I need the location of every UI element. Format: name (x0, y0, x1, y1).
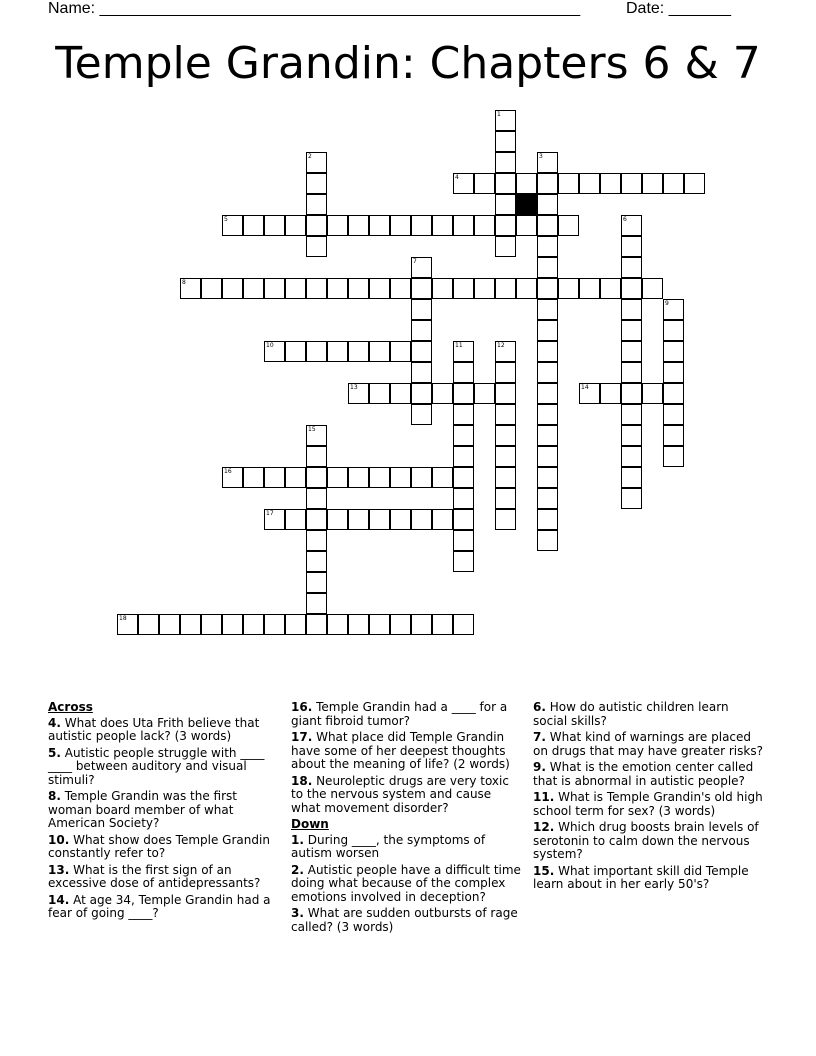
clue-text (533, 731, 765, 758)
grid-cell[interactable] (537, 425, 558, 446)
grid-cell[interactable] (411, 614, 432, 635)
page-title: Temple Grandin: Chapters 6 & 7 (55, 38, 761, 89)
grid-cell[interactable] (453, 425, 474, 446)
grid-cell[interactable] (432, 467, 453, 488)
clue-number-label: 1. (291, 832, 304, 847)
grid-cell[interactable] (453, 467, 474, 488)
grid-cell[interactable] (495, 383, 516, 404)
grid-cell[interactable] (306, 593, 327, 614)
grid-cell[interactable] (621, 446, 642, 467)
clue-text (533, 821, 765, 862)
grid-cell[interactable] (684, 173, 705, 194)
clue-question: What does Uta Frith believe that autistic people lack? (3 words) (48, 715, 260, 743)
clue-number-label: 9. (533, 760, 546, 774)
grid-cell[interactable] (306, 614, 327, 635)
clue-column-1 (48, 701, 278, 924)
grid-cell[interactable] (537, 299, 558, 320)
clue-number-label: 10. (48, 832, 70, 847)
grid-cell[interactable] (495, 488, 516, 509)
clue-number: 16 (224, 468, 232, 475)
grid-cell[interactable] (663, 362, 684, 383)
grid-cell[interactable] (453, 173, 474, 194)
grid-cell[interactable] (138, 614, 159, 635)
grid-cell[interactable] (180, 278, 201, 299)
grid-cell[interactable] (621, 215, 642, 236)
clue-column-2 (291, 701, 523, 937)
clue-number: 8 (182, 279, 186, 286)
grid-cell[interactable] (369, 467, 390, 488)
grid-cell[interactable] (369, 509, 390, 530)
grid-cell[interactable] (663, 341, 684, 362)
grid-cell[interactable] (579, 173, 600, 194)
grid-cell[interactable] (369, 383, 390, 404)
clue-number-label: 2. (291, 862, 304, 877)
grid-cell[interactable] (495, 131, 516, 152)
grid-cell[interactable] (453, 383, 474, 404)
grid-cell[interactable] (663, 299, 684, 320)
grid-cell[interactable] (537, 404, 558, 425)
grid-cell[interactable] (348, 278, 369, 299)
grid-cell[interactable] (264, 509, 285, 530)
grid-cell[interactable] (453, 278, 474, 299)
grid-cell[interactable] (243, 467, 264, 488)
grid-cell[interactable] (663, 173, 684, 194)
grid-cell[interactable] (390, 509, 411, 530)
clue-question: Autistic people have a difficult time doing what because of the complex emotions involved in deception? (291, 862, 521, 904)
grid-cell[interactable] (285, 215, 306, 236)
grid-cell[interactable] (411, 299, 432, 320)
grid-cell[interactable] (348, 467, 369, 488)
grid-cell[interactable] (390, 614, 411, 635)
grid-cell[interactable] (495, 173, 516, 194)
clue-number: 12 (497, 342, 505, 349)
grid-cell[interactable] (537, 194, 558, 215)
clue-number: 3 (539, 153, 543, 160)
clue-question: What kind of warnings are placed on drugs that may have greater risks? (533, 730, 763, 758)
grid-cell[interactable] (432, 509, 453, 530)
clue-question: Autistic people struggle with ____ ____ between auditory and visual stimuli? (48, 745, 265, 787)
grid-cell[interactable] (243, 278, 264, 299)
grid-cell[interactable] (222, 278, 243, 299)
grid-cell[interactable] (411, 278, 432, 299)
grid-cell[interactable] (327, 509, 348, 530)
clue-number-label: 5. (48, 745, 61, 760)
clue-column-3 (533, 701, 765, 895)
grid-cell[interactable] (537, 236, 558, 257)
grid-cell[interactable] (306, 572, 327, 593)
grid-cell[interactable] (516, 215, 537, 236)
grid-cell[interactable] (411, 404, 432, 425)
grid-cell[interactable] (537, 446, 558, 467)
grid-cell[interactable] (348, 341, 369, 362)
clue-number: 9 (665, 300, 669, 307)
grid-cell[interactable] (348, 509, 369, 530)
grid-cell[interactable] (222, 614, 243, 635)
grid-cell[interactable] (537, 215, 558, 236)
clue-text (291, 907, 523, 934)
clue-question: What is Temple Grandin's old high school term for sex? (3 words) (533, 790, 763, 818)
clue-text (291, 775, 523, 816)
grid-cell[interactable] (495, 425, 516, 446)
grid-cell[interactable] (432, 614, 453, 635)
grid-cell[interactable] (453, 530, 474, 551)
grid-cell[interactable] (495, 215, 516, 236)
grid-cell[interactable] (369, 278, 390, 299)
grid-cell[interactable] (453, 446, 474, 467)
clue-text (291, 864, 523, 905)
grid-cell[interactable] (453, 215, 474, 236)
grid-cell[interactable] (369, 614, 390, 635)
grid-cell[interactable] (264, 341, 285, 362)
grid-cell[interactable] (642, 173, 663, 194)
clue-number: 1 (497, 111, 501, 118)
grid-cell[interactable] (369, 341, 390, 362)
grid-cell[interactable] (621, 278, 642, 299)
grid-cell[interactable] (327, 215, 348, 236)
grid-cell[interactable] (306, 488, 327, 509)
grid-cell[interactable] (495, 194, 516, 215)
clue-number-label: 11. (533, 790, 555, 804)
clue-question: What show does Temple Grandin constantly refer to? (48, 832, 270, 860)
grid-cell[interactable] (243, 215, 264, 236)
grid-cell[interactable] (264, 614, 285, 635)
grid-cell[interactable] (411, 467, 432, 488)
grid-cell[interactable] (621, 425, 642, 446)
grid-cell[interactable] (621, 173, 642, 194)
grid-cell[interactable] (306, 278, 327, 299)
clue-question: What is the emotion center called that is abnormal in autistic people? (533, 760, 754, 788)
grid-cell[interactable] (348, 215, 369, 236)
clue-text (48, 747, 278, 788)
grid-cell[interactable] (348, 383, 369, 404)
grid-cell[interactable] (306, 446, 327, 467)
clue-number: 13 (350, 384, 358, 391)
grid-cell[interactable] (306, 530, 327, 551)
clue-number-label: 13. (48, 862, 70, 877)
grid-cell[interactable] (159, 614, 180, 635)
grid-cell[interactable] (621, 236, 642, 257)
grid-cell[interactable] (432, 278, 453, 299)
grid-cell[interactable] (663, 383, 684, 404)
grid-cell[interactable] (621, 362, 642, 383)
grid-cell[interactable] (621, 488, 642, 509)
grid-cell[interactable] (453, 509, 474, 530)
grid-cell[interactable] (600, 383, 621, 404)
grid-cell[interactable] (201, 278, 222, 299)
grid-cell[interactable] (621, 383, 642, 404)
clue-text (291, 834, 523, 861)
grid-cell[interactable] (327, 614, 348, 635)
grid-cell[interactable] (474, 278, 495, 299)
grid-cell[interactable] (537, 152, 558, 173)
clue-text (533, 701, 765, 728)
grid-cell[interactable] (285, 614, 306, 635)
clue-question: Which drug boosts brain levels of serotonin to calm down the nervous system? (533, 820, 759, 861)
clue-number-label: 15. (533, 863, 555, 878)
clue-text (533, 761, 765, 788)
grid-cell[interactable] (621, 320, 642, 341)
grid-cell[interactable] (537, 509, 558, 530)
grid-cell[interactable] (432, 383, 453, 404)
grid-cell[interactable] (663, 425, 684, 446)
grid-cell[interactable] (537, 530, 558, 551)
grid-cell[interactable] (579, 278, 600, 299)
grid-cell[interactable] (537, 173, 558, 194)
clue-number-label: 7. (533, 730, 546, 744)
grid-cell[interactable] (495, 236, 516, 257)
grid-cell[interactable] (411, 257, 432, 278)
grid-cell[interactable] (495, 110, 516, 131)
grid-cell[interactable] (495, 152, 516, 173)
clue-number-label: 3. (291, 906, 304, 920)
grid-cell[interactable] (327, 278, 348, 299)
clue-number-label: 12. (533, 820, 555, 834)
grid-cell[interactable] (579, 383, 600, 404)
clue-number: 5 (224, 216, 228, 223)
grid-cell[interactable] (390, 467, 411, 488)
clue-number-label: 18. (291, 773, 313, 788)
grid-cell[interactable] (600, 278, 621, 299)
clue-text (48, 864, 278, 891)
grid-cell[interactable] (201, 614, 222, 635)
clue-number: 7 (413, 258, 417, 265)
grid-cell[interactable] (495, 446, 516, 467)
grid-cell[interactable] (264, 215, 285, 236)
grid-cell[interactable] (348, 614, 369, 635)
header (48, 0, 748, 20)
grid-cell[interactable] (453, 341, 474, 362)
grid-cell[interactable] (558, 278, 579, 299)
clue-number-label: 14. (48, 892, 70, 907)
grid-cell[interactable] (495, 341, 516, 362)
down-heading: Down (291, 817, 329, 831)
clue-text (48, 717, 278, 744)
clue-number: 2 (308, 153, 312, 160)
clue-text (291, 731, 523, 772)
clue-number: 4 (455, 174, 459, 181)
grid-cell[interactable] (411, 362, 432, 383)
grid-cell[interactable] (621, 467, 642, 488)
name-field-label[interactable]: Name: ______________________________________________________ (48, 0, 581, 17)
clue-number: 14 (581, 384, 589, 391)
clue-question: What is the first sign of an excessive dose of antidepressants? (48, 862, 261, 890)
grid-cell[interactable] (600, 173, 621, 194)
grid-cell[interactable] (558, 173, 579, 194)
grid-cell[interactable] (642, 278, 663, 299)
grid-cell[interactable] (306, 152, 327, 173)
grid-cell[interactable] (537, 278, 558, 299)
grid-cell[interactable] (537, 467, 558, 488)
grid-cell[interactable] (306, 236, 327, 257)
grid-cell[interactable] (495, 509, 516, 530)
grid-cell[interactable] (411, 341, 432, 362)
grid-cell[interactable] (411, 383, 432, 404)
clue-number-label: 4. (48, 715, 61, 730)
across-heading: Across (48, 700, 93, 714)
clue-question: Neuroleptic drugs are very toxic to the nervous system and cause what movement disorder? (291, 773, 509, 815)
clue-question: Temple Grandin had a ____ for a giant fibroid tumor? (291, 700, 508, 728)
grid-cell[interactable] (306, 551, 327, 572)
grid-cell[interactable] (621, 341, 642, 362)
clue-text (291, 701, 523, 728)
clue-text (48, 894, 278, 921)
grid-cell[interactable] (411, 320, 432, 341)
grid-cell[interactable] (306, 509, 327, 530)
grid-cell[interactable] (537, 488, 558, 509)
grid-cell[interactable] (621, 257, 642, 278)
grid-cell[interactable] (453, 362, 474, 383)
clue-number-label: 6. (533, 700, 546, 714)
grid-cell[interactable] (453, 488, 474, 509)
clue-question: What place did Temple Grandin have some of her deepest thoughts about the meaning of life? (2 words) (291, 730, 510, 771)
grid-cell[interactable] (327, 341, 348, 362)
grid-cell[interactable] (474, 215, 495, 236)
grid-cell[interactable] (264, 467, 285, 488)
grid-cell[interactable] (558, 215, 579, 236)
grid-cell[interactable] (537, 320, 558, 341)
grid-cell[interactable] (642, 383, 663, 404)
grid-cell[interactable] (516, 278, 537, 299)
clue-text (533, 865, 765, 892)
grid-cell[interactable] (390, 383, 411, 404)
clue-number-label: 17. (291, 730, 313, 744)
grid-cell[interactable] (474, 383, 495, 404)
grid-cell[interactable] (663, 446, 684, 467)
grid-cell[interactable] (516, 173, 537, 194)
grid-cell[interactable] (663, 404, 684, 425)
clue-number: 11 (455, 342, 463, 349)
grid-cell[interactable] (306, 467, 327, 488)
grid-cell[interactable] (390, 341, 411, 362)
grid-cell[interactable] (222, 467, 243, 488)
clue-question: During ____, the symptoms of autism worsen (291, 832, 486, 860)
grid-cell[interactable] (285, 509, 306, 530)
clue-text (48, 790, 278, 831)
grid-cell[interactable] (180, 614, 201, 635)
grid-cell[interactable] (621, 404, 642, 425)
clue-number: 15 (308, 426, 316, 433)
clue-question: At age 34, Temple Grandin had a fear of going ____? (48, 892, 271, 920)
grid-cell[interactable] (453, 551, 474, 572)
grid-cell[interactable] (537, 257, 558, 278)
grid-cell[interactable] (117, 614, 138, 635)
grid-cell[interactable] (306, 341, 327, 362)
grid-cell[interactable] (222, 215, 243, 236)
grid-cell[interactable] (495, 467, 516, 488)
grid-cell[interactable] (264, 278, 285, 299)
grid-cell[interactable] (306, 425, 327, 446)
grid-cell[interactable] (537, 341, 558, 362)
grid-cell[interactable] (369, 215, 390, 236)
clue-number: 18 (119, 615, 127, 622)
grid-cell[interactable] (495, 404, 516, 425)
clue-text (48, 834, 278, 861)
grid-cell[interactable] (495, 278, 516, 299)
grid-cell[interactable] (474, 173, 495, 194)
clue-question: Temple Grandin was the first woman board member of what American Society? (48, 789, 238, 830)
clue-number-label: 8. (48, 789, 61, 803)
clue-text (533, 791, 765, 818)
grid-cell[interactable] (327, 467, 348, 488)
grid-cell[interactable] (285, 278, 306, 299)
grid-cell[interactable] (306, 194, 327, 215)
grid-cell[interactable] (285, 341, 306, 362)
grid-cell[interactable] (390, 215, 411, 236)
grid-cell[interactable] (537, 362, 558, 383)
clue-number: 17 (266, 510, 274, 517)
grid-cell[interactable] (453, 404, 474, 425)
grid-cell[interactable] (495, 362, 516, 383)
grid-cell[interactable] (390, 278, 411, 299)
grid-cell[interactable] (663, 320, 684, 341)
black-square (516, 194, 537, 215)
grid-cell[interactable] (621, 299, 642, 320)
grid-cell[interactable] (453, 614, 474, 635)
clue-number-label: 16. (291, 700, 313, 714)
grid-cell[interactable] (432, 215, 453, 236)
clue-question: What important skill did Temple learn about in her early 50's? (533, 863, 749, 891)
clue-number: 10 (266, 342, 274, 349)
clue-number: 6 (623, 216, 627, 223)
grid-cell[interactable] (411, 509, 432, 530)
grid-cell[interactable] (306, 173, 327, 194)
date-field-label[interactable]: Date: _______ (626, 0, 731, 17)
clue-question: How do autistic children learn social skills? (533, 700, 729, 728)
grid-cell[interactable] (285, 467, 306, 488)
grid-cell[interactable] (306, 215, 327, 236)
grid-cell[interactable] (411, 215, 432, 236)
grid-cell[interactable] (537, 383, 558, 404)
grid-cell[interactable] (243, 614, 264, 635)
clue-question: What are sudden outbursts of rage called? (3 words) (291, 906, 518, 934)
